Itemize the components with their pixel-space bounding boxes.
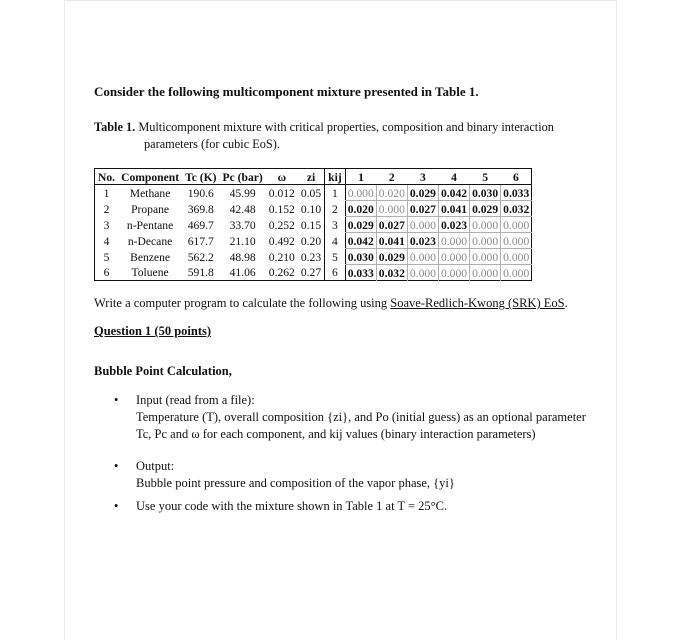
cell-k-index: 5 (325, 249, 346, 265)
input-line-3: Tc, Pc and ω for each component, and kij values (binary interaction parameters) (136, 427, 536, 441)
cell-component: n-Pentane (126, 218, 174, 232)
output-line-2: Bubble point pressure and composition of the vapor phase, {yi} (136, 476, 455, 490)
header-col-2: 2 (376, 169, 407, 185)
cell-z: 0.05 (300, 186, 322, 200)
cell-kij: 0.029 (407, 185, 438, 201)
cell-k-index: 2 (325, 201, 346, 217)
section-title: Bubble Point Calculation, (94, 364, 232, 378)
cell-kij: 0.000 (407, 265, 438, 281)
cell-kij: 0.023 (407, 233, 438, 249)
cell-tc: 617.7 (187, 234, 214, 248)
cell-tc: 369.8 (187, 202, 214, 216)
header-no: No. (95, 169, 119, 185)
cell-kij: 0.000 (470, 233, 501, 249)
cell-z: 0.15 (300, 218, 322, 232)
cell-k-index: 3 (325, 217, 346, 233)
cell-omega: 0.252 (268, 218, 295, 232)
cell-kij: 0.000 (438, 265, 469, 281)
cell-kij: 0.029 (376, 249, 407, 265)
bullet-text (136, 392, 586, 443)
cell-kij: 0.029 (345, 217, 376, 233)
bullet-dot-icon: • (114, 459, 119, 473)
cell-pc: 21.10 (229, 234, 256, 248)
table-row (95, 217, 532, 233)
caption-line-2: parameters (for cubic EoS). (144, 137, 280, 151)
table-header-row (95, 169, 532, 185)
intro-prefix: Write a computer program to calculate the following using (94, 296, 391, 310)
cell-kij: 0.032 (376, 265, 407, 281)
cell-pc: 42.48 (229, 202, 256, 216)
header-col-6: 6 (501, 169, 532, 185)
cell-pc: 48.98 (229, 250, 256, 264)
cell-kij: 0.000 (407, 217, 438, 233)
cell-no: 1 (103, 186, 110, 200)
cell-kij: 0.000 (345, 185, 376, 201)
cell-z: 0.23 (300, 250, 322, 264)
cell-no: 6 (103, 266, 110, 280)
bullet-text: Use your code with the mixture shown in Table 1 at T = 25°C. (136, 499, 448, 513)
cell-kij: 0.033 (501, 185, 532, 201)
cell-kij: 0.032 (501, 201, 532, 217)
output-line-1: Output: (136, 459, 175, 473)
header-col-5: 5 (470, 169, 501, 185)
table-row (95, 201, 532, 217)
intro-suffix: . (564, 296, 568, 310)
cell-omega: 0.210 (268, 250, 295, 264)
cell-omega: 0.262 (268, 266, 295, 280)
table-caption (94, 119, 584, 153)
cell-kij: 0.042 (438, 185, 469, 201)
cell-z: 0.10 (300, 202, 322, 216)
cell-component: n-Decane (127, 234, 173, 248)
cell-k-index: 6 (325, 265, 346, 281)
cell-k-index: 4 (325, 233, 346, 249)
cell-no: 4 (103, 234, 110, 248)
cell-component: Toluene (131, 266, 169, 280)
cell-z: 0.20 (300, 234, 322, 248)
cell-component: Propane (131, 202, 170, 216)
header-omega: ω (266, 169, 298, 185)
header-col-1: 1 (345, 169, 376, 185)
table-row (95, 233, 532, 249)
cell-omega: 0.492 (268, 234, 295, 248)
cell-kij: 0.020 (376, 185, 407, 201)
cell-kij: 0.000 (438, 233, 469, 249)
task-intro (94, 296, 568, 311)
cell-kij: 0.000 (501, 265, 532, 281)
cell-kij: 0.000 (407, 249, 438, 265)
page-edge-top (64, 0, 616, 1)
input-line-1: Input (read from a file): (136, 393, 255, 407)
cell-pc: 33.70 (229, 218, 256, 232)
cell-kij: 0.000 (501, 233, 532, 249)
cell-kij: 0.029 (470, 201, 501, 217)
cell-z: 0.27 (300, 266, 322, 280)
cell-kij: 0.030 (345, 249, 376, 265)
header-component: Component (118, 169, 182, 185)
cell-kij: 0.000 (376, 201, 407, 217)
cell-kij: 0.000 (470, 217, 501, 233)
cell-no: 3 (103, 218, 110, 232)
problem-heading: Consider the following multicomponent mixture presented in Table 1. (94, 84, 479, 99)
cell-component: Methane (129, 186, 171, 200)
header-tc: Tc (K) (182, 169, 219, 185)
cell-omega: 0.012 (268, 186, 295, 200)
cell-kij: 0.000 (501, 249, 532, 265)
header-z: zi (298, 169, 325, 185)
page-edge-left (64, 0, 65, 640)
header-col-4: 4 (438, 169, 469, 185)
mixture-table (94, 168, 532, 281)
cell-kij: 0.027 (407, 201, 438, 217)
bullet-dot-icon: • (114, 499, 119, 513)
table-row (95, 249, 532, 265)
cell-kij: 0.041 (376, 233, 407, 249)
cell-kij: 0.033 (345, 265, 376, 281)
cell-no: 2 (103, 202, 110, 216)
page-edge-right (616, 0, 617, 640)
cell-kij: 0.042 (345, 233, 376, 249)
table-row (95, 265, 532, 281)
caption-line-1: Multicomponent mixture with critical properties, composition and binary interaction (138, 120, 554, 134)
cell-tc: 190.6 (187, 186, 214, 200)
cell-kij: 0.000 (438, 249, 469, 265)
cell-kij: 0.041 (438, 201, 469, 217)
cell-k-index: 1 (325, 185, 346, 201)
header-kij: kij (325, 169, 346, 185)
cell-kij: 0.000 (470, 249, 501, 265)
table-row (95, 185, 532, 201)
bullet-text (136, 458, 455, 492)
input-line-2: Temperature (T), overall composition {zi}, and Po (initial guess) as an optional parameter (136, 410, 586, 424)
caption-label: Table 1. (94, 120, 136, 134)
bullet-dot-icon: • (114, 393, 119, 407)
question-title: Question 1 (50 points) (94, 324, 212, 338)
cell-no: 5 (103, 250, 110, 264)
cell-kij: 0.027 (376, 217, 407, 233)
cell-kij: 0.023 (438, 217, 469, 233)
header-col-3: 3 (407, 169, 438, 185)
cell-kij: 0.000 (470, 265, 501, 281)
cell-kij: 0.020 (345, 201, 376, 217)
cell-tc: 562.2 (187, 250, 214, 264)
cell-tc: 591.8 (187, 266, 214, 280)
cell-tc: 469.7 (187, 218, 214, 232)
cell-kij: 0.030 (470, 185, 501, 201)
srk-eos-link[interactable]: Soave-Redlich-Kwong (SRK) EoS (390, 296, 565, 310)
cell-component: Benzene (130, 250, 171, 264)
cell-pc: 41.06 (229, 266, 256, 280)
cell-kij: 0.000 (501, 217, 532, 233)
header-pc: Pc (bar) (220, 169, 266, 185)
cell-omega: 0.152 (268, 202, 295, 216)
cell-pc: 45.99 (229, 186, 256, 200)
